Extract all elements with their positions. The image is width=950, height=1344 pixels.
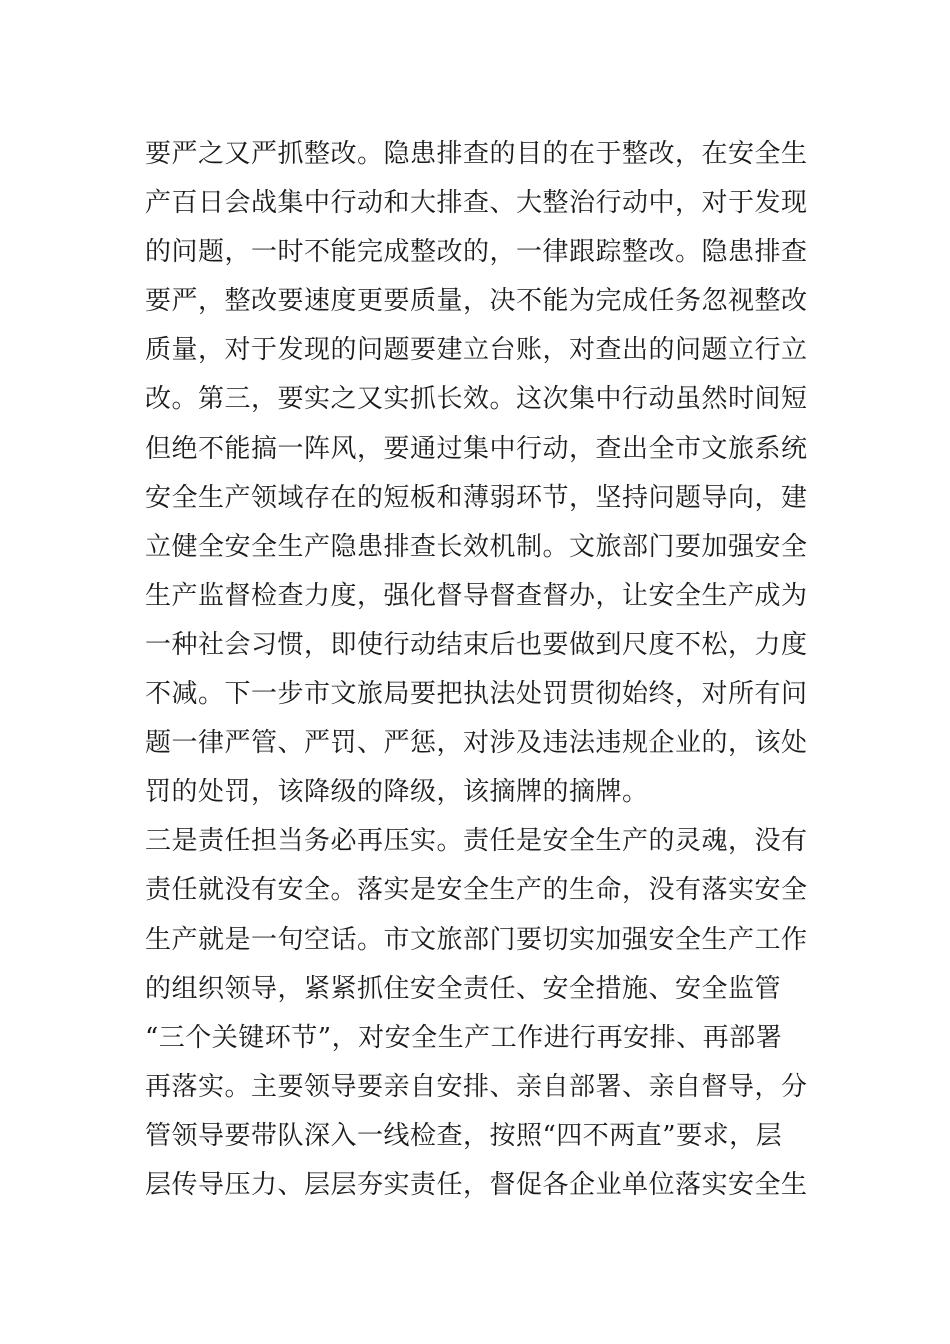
body-text xyxy=(145,130,815,1210)
text-line: 但绝不能搞一阵风，要通过集中行动，查出全市文旅系统 xyxy=(145,433,808,464)
text-line: 的问题，一时不能完成整改的，一律跟踪整改。隐患排查 xyxy=(145,237,808,268)
text-line: 立健全安全生产隐患排查长效机制。文旅部门要加强安全 xyxy=(145,531,808,562)
text-line: 要严，整改要速度更要质量，决不能为完成任务忽视整改 xyxy=(145,286,808,317)
text-line: 质量，对于发现的问题要建立台账，对查出的问题立行立 xyxy=(145,335,808,366)
text-line: 再落实。主要领导要亲自安排、亲自部署、亲自督导，分 xyxy=(145,1071,808,1102)
text-line: 生产就是一句空话。市文旅部门要切实加强安全生产工作 xyxy=(145,924,808,955)
text-line: 题一律严管、严罚、严惩，对涉及违法违规企业的，该处 xyxy=(145,728,808,759)
text-line: “三个关键环节”，对安全生产工作进行再安排、再部署 xyxy=(145,1022,783,1053)
text-line: 三是责任担当务必再压实。责任是安全生产的灵魂，没有 xyxy=(145,826,808,857)
text-line: 生产监督检查力度，强化督导督查督办，让安全生产成为 xyxy=(145,580,808,611)
text-line: 改。第三，要实之又实抓长效。这次集中行动虽然时间短 xyxy=(145,384,808,415)
text-line: 罚的处罚，该降级的降级，该摘牌的摘牌。 xyxy=(145,777,649,808)
text-line: 一种社会习惯，即使行动结束后也要做到尺度不松，力度 xyxy=(145,629,808,660)
text-line: 层传导压力、层层夯实责任，督促各企业单位落实安全生 xyxy=(145,1169,808,1200)
text-line: 产百日会战集中行动和大排查、大整治行动中，对于发现 xyxy=(145,188,808,219)
text-line: 责任就没有安全。落实是安全生产的生命，没有落实安全 xyxy=(145,875,808,906)
text-line: 的组织领导，紧紧抓住安全责任、安全措施、安全监管 xyxy=(145,973,782,1004)
text-line: 要严之又严抓整改。隐患排查的目的在于整改，在安全生 xyxy=(145,139,808,169)
text-line: 安全生产领域存在的短板和薄弱环节，坚持问题导向，建 xyxy=(145,482,808,513)
text-line: 管领导要带队深入一线检查，按照“四不两直”要求，层 xyxy=(145,1120,783,1151)
text-line: 不减。下一步市文旅局要把执法处罚贯彻始终，对所有问 xyxy=(145,679,808,710)
